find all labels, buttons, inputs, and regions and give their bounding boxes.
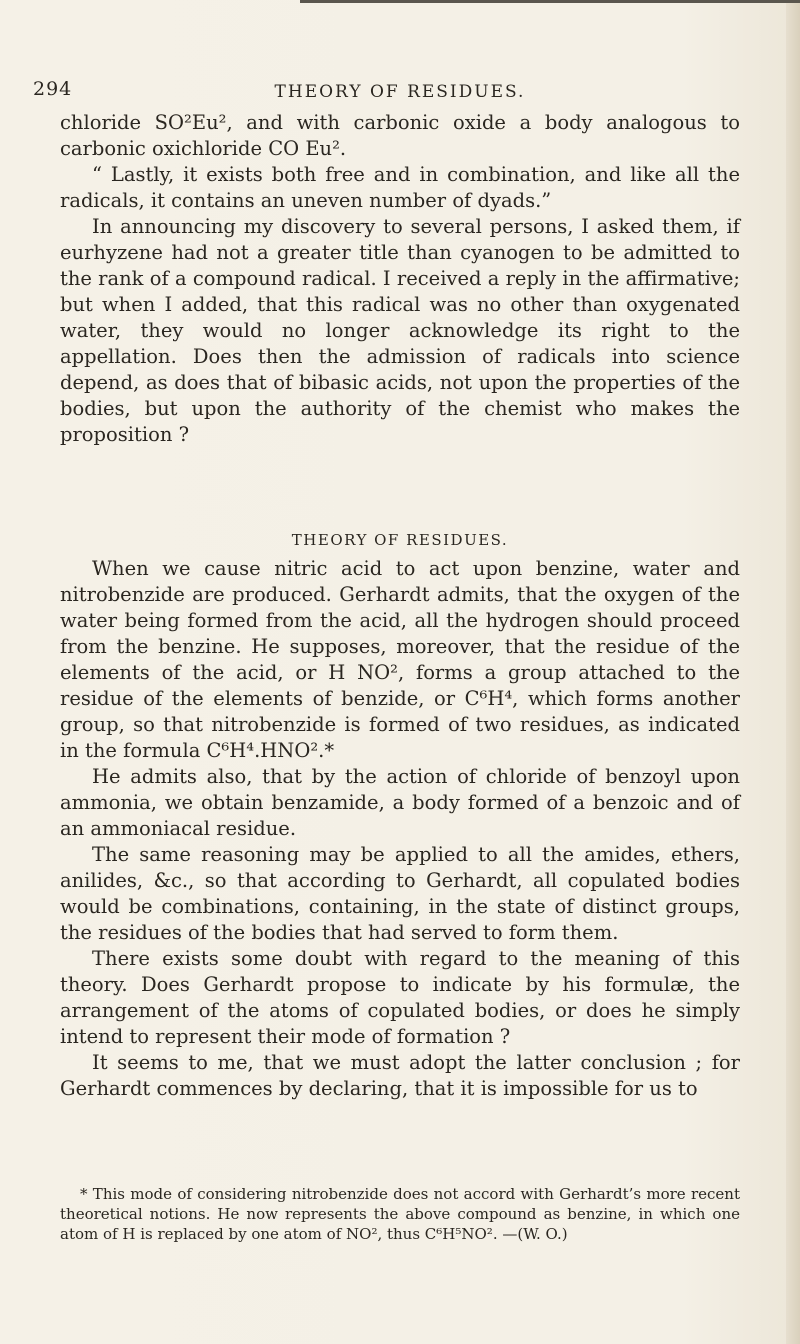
page-number: 294 [33,78,73,100]
paragraph: In announcing my discovery to several persons, I asked them, if eurhyzene had not a greater title than cyanogen to be admitted to the rank of a compound radical. I received a reply in the affirmative; but when I added, that this radical was no other than oxygenated water, they would no longer acknowledge its right to the appellation. Does then the admission of radicals into science depend, as does that of bibasic acids, not upon the properties of the bodies, but upon the authority of the chemist who makes the proposition ? [60,215,740,446]
paragraph: “ Lastly, it exists both free and in combination, and like all the radicals, it contains an uneven number of dyads.” [60,163,740,212]
body-text-section [60,556,740,1102]
running-head: THEORY OF RESIDUES. [274,82,526,102]
top-rule [300,0,800,3]
footnote [60,1184,740,1244]
page-edge-shadow [786,0,800,1344]
paragraph: There exists some doubt with regard to the meaning of this theory. Does Gerhardt propose to indicate by his formulæ, the arrangement of the atoms of copulated bodies, or does he simply intend to represent their mode of formation ? [60,947,740,1048]
paragraph: It seems to me, that we must adopt the latter conclusion ; for Gerhardt commences by declaring, that it is impossible for us to [60,1051,740,1100]
section-title: THEORY OF RESIDUES. [291,531,509,549]
body-text-top [60,110,740,448]
paragraph: He admits also, that by the action of chloride of benzoyl upon ammonia, we obtain benzamide, a body formed of a benzoic and of an ammoniacal residue. [60,765,740,840]
footnote-text: * This mode of considering nitrobenzide does not accord with Gerhardt’s more recent theoretical notions. He now represents the above compound as benzine, in which one atom of H is replaced by one atom of NO², thus C⁶H⁵NO². —(W. O.) [60,1185,740,1243]
paragraph: The same reasoning may be applied to all the amides, ethers, anilides, &c., so that according to Gerhardt, all copulated bodies would be combinations, containing, in the state of distinct groups, the residues of the bodies that had served to form them. [60,843,740,944]
paragraph: chloride SO²Eu², and with carbonic oxide a body analogous to carbonic oxichloride CO Eu². [60,111,740,160]
paragraph: When we cause nitric acid to act upon benzine, water and nitrobenzide are produced. Gerhardt admits, that the oxygen of the water being formed from the acid, all the hydrogen should proceed from the benzine. He supposes, moreover, that the residue of the elements of the acid, or H NO², forms a group attached to the residue of the elements of benzide, or C⁶H⁴, which forms another group, so that nitrobenzide is formed of two residues, as indicated in the formula C⁶H⁴.HNO².* [60,557,740,762]
